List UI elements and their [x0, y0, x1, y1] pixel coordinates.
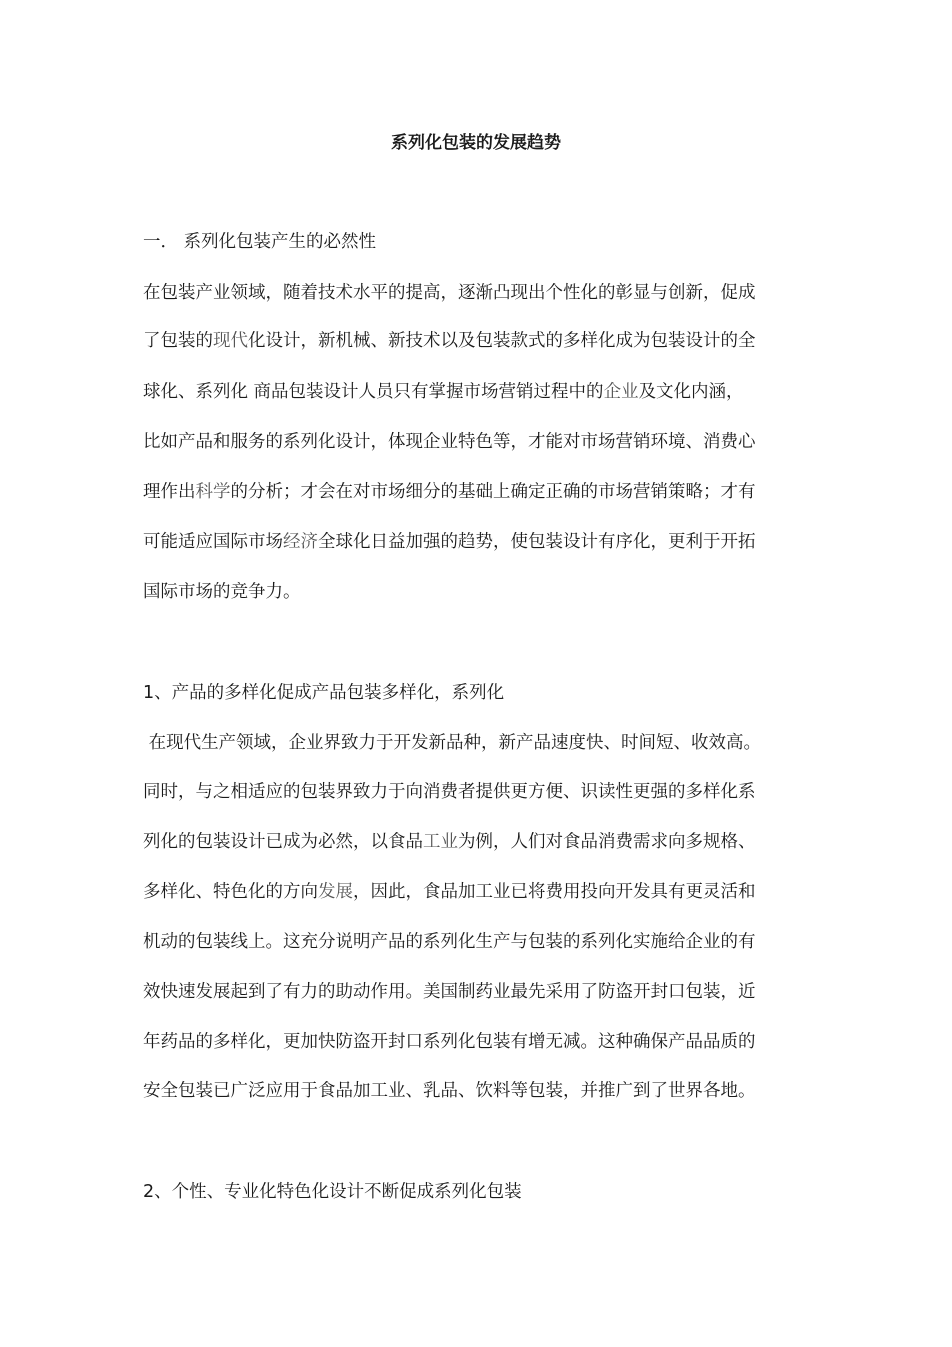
keyword-link[interactable]: 经济: [283, 532, 318, 552]
section-heading: 1、产品的多样化促成产品包装多样化，系列化: [143, 683, 505, 703]
paragraph-line: [143, 280, 813, 306]
text-segment: 可能适应国际市场: [143, 532, 283, 552]
document-title: 系列化包装的发展趋势: [391, 133, 561, 153]
text-segment: 列化的包装设计已成为必然，以食品: [143, 832, 423, 852]
keyword-link[interactable]: 工业: [423, 832, 458, 852]
text-segment: 安全包装已广泛应用于食品加工业、乳品、饮料等包装，并推广到了世界各地。: [143, 1081, 756, 1101]
text-segment: 在现代生产领域，企业界致力于开发新品种，新产品速度快、时间短、收效高。: [143, 733, 762, 753]
text-segment: 及文化内涵，: [638, 382, 744, 402]
text-segment: 全球化日益加强的趋势，使包装设计有序化，更利于开拓: [318, 532, 756, 552]
text-segment: 了包装的: [143, 331, 213, 351]
text-segment: 球化、系列化 商品包装设计人员只有掌握市场营销过程中的: [143, 382, 604, 402]
keyword-link[interactable]: 现代: [213, 331, 248, 351]
paragraph-line: [143, 879, 813, 905]
text-segment: 化设计，新机械、新技术以及包装款式的多样化成为包装设计的全: [248, 331, 756, 351]
paragraph-line: [143, 929, 813, 955]
text-segment: 为例，人们对食品消费需求向多规格、: [458, 832, 756, 852]
paragraph-line: [143, 529, 813, 555]
text-segment: 年药品的多样化，更加快防盗开封口系列化包装有增无减。这种确保产品品质的: [143, 1032, 756, 1052]
paragraph-line: [143, 479, 813, 505]
paragraph-line: [143, 328, 813, 354]
keyword-link[interactable]: 发展: [318, 882, 353, 902]
paragraph-line: [143, 1029, 813, 1055]
section-heading: 一． 系列化包装产生的必然性: [143, 232, 377, 252]
text-segment: 多样化、特色化的方向: [143, 882, 318, 902]
text-segment: 同时，与之相适应的包装界致力于向消费者提供更方便、识读性更强的多样化系: [143, 782, 756, 802]
section-heading: 2、个性、专业化特色化设计不断促成系列化包装: [143, 1182, 522, 1202]
text-segment: 机动的包装线上。这充分说明产品的系列化生产与包装的系列化实施给企业的有: [143, 932, 756, 952]
text-segment: 效快速发展起到了有力的助动作用。美国制药业最先采用了防盗开封口包装，近: [143, 982, 756, 1002]
paragraph-line: [143, 379, 813, 405]
keyword-link[interactable]: 科学: [195, 482, 231, 502]
paragraph-line: [143, 829, 813, 855]
paragraph-line: [143, 979, 813, 1005]
text-segment: 理作出: [143, 482, 196, 502]
text-segment: 的分析；才会在对市场细分的基础上确定正确的市场营销策略；才有: [230, 482, 756, 502]
text-segment: 国际市场的竞争力。: [143, 582, 301, 602]
text-segment: ，因此，食品加工业已将费用投向开发具有更灵活和: [353, 882, 756, 902]
paragraph-line: [143, 779, 813, 805]
paragraph-line: [143, 730, 813, 756]
paragraph-line: [143, 579, 813, 605]
keyword-link[interactable]: 企业: [603, 382, 639, 402]
text-segment: 在包装产业领域，随着技术水平的提高，逐渐凸现出个性化的彰显与创新，促成: [143, 283, 756, 303]
text-segment: 比如产品和服务的系列化设计，体现企业特色等，才能对市场营销环境、消费心: [143, 432, 756, 452]
paragraph-line: [143, 429, 813, 455]
paragraph-line: [143, 1078, 813, 1104]
